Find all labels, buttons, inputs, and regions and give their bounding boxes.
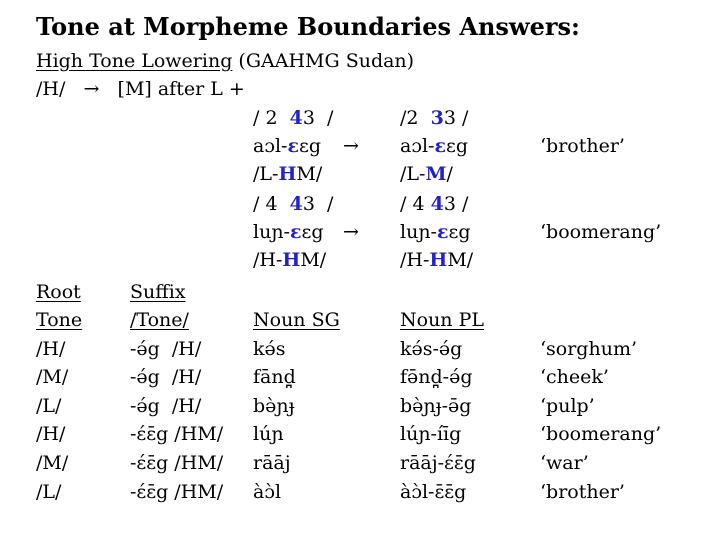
ex1-left-tone-pattern bbox=[253, 107, 333, 130]
col-header-root: Root bbox=[36, 281, 81, 303]
suffix-cell: -ə́g /H/ bbox=[130, 395, 202, 417]
text-segment: M/ bbox=[300, 249, 327, 271]
root-tone-cell: /M/ bbox=[36, 452, 69, 474]
noun-sg-cell: rāāj bbox=[253, 452, 291, 474]
highlighted-tone-segment: ɛ bbox=[436, 221, 449, 243]
highlighted-tone-segment: 4 bbox=[430, 193, 444, 215]
highlighted-tone-segment: H bbox=[429, 249, 448, 271]
gloss-cell: ‘cheek’ bbox=[540, 366, 609, 388]
root-tone-cell: /M/ bbox=[36, 366, 69, 388]
ex1-arrow: → bbox=[343, 135, 359, 157]
ex1-left-form bbox=[253, 135, 321, 158]
text-segment: M/ bbox=[296, 163, 323, 185]
gloss-cell: ‘boomerang’ bbox=[540, 423, 662, 445]
text-segment: M/ bbox=[447, 249, 474, 271]
noun-pl-cell: fə̄nd̪-ə́g bbox=[400, 366, 473, 388]
text-segment: ɛg bbox=[301, 221, 324, 243]
noun-sg-cell: bə̀ɲɟ bbox=[253, 395, 295, 417]
table-row bbox=[0, 395, 720, 421]
ex1-gloss: ‘brother’ bbox=[540, 135, 625, 157]
col-header-suffix-tone: /Tone/ bbox=[130, 309, 189, 331]
gloss-cell: ‘brother’ bbox=[540, 481, 625, 503]
ex1-right-form bbox=[400, 135, 468, 158]
ex2-left-underlying bbox=[253, 249, 326, 272]
table-row bbox=[0, 338, 720, 364]
ex2-left-tone-pattern bbox=[253, 193, 333, 216]
root-tone-cell: /L/ bbox=[36, 395, 62, 417]
language-note: (GAAHMG Sudan) bbox=[232, 50, 415, 72]
text-segment: /L- bbox=[400, 163, 426, 185]
ex2-right-underlying bbox=[400, 249, 473, 272]
table-row bbox=[0, 481, 720, 507]
ex1-right-underlying bbox=[400, 163, 453, 186]
highlighted-tone-segment: ɛ bbox=[434, 135, 447, 157]
text-segment: 3 / bbox=[443, 193, 469, 215]
noun-pl-cell: kə́s-ə́g bbox=[400, 338, 463, 360]
text-segment: ɛg bbox=[299, 135, 322, 157]
page-title: Tone at Morpheme Boundaries Answers: bbox=[36, 12, 580, 41]
gloss-cell: ‘war’ bbox=[540, 452, 589, 474]
col-header-noun-sg: Noun SG bbox=[253, 309, 340, 331]
text-segment: / 2 bbox=[253, 107, 290, 129]
highlighted-tone-segment: 4 bbox=[289, 193, 303, 215]
text-segment: /2 bbox=[400, 107, 431, 129]
gloss-cell: ‘pulp’ bbox=[540, 395, 595, 417]
suffix-cell: -ə́g /H/ bbox=[130, 366, 202, 388]
text-segment: 3 / bbox=[302, 193, 334, 215]
text-segment: / 4 bbox=[400, 193, 431, 215]
noun-sg-cell: lúɲ bbox=[253, 423, 284, 445]
text-segment: aɔl- bbox=[253, 135, 288, 157]
noun-pl-cell: lúɲ-íīg bbox=[400, 423, 462, 445]
noun-sg-cell: àɔ̀l bbox=[253, 481, 282, 503]
highlighted-tone-segment: ɛ bbox=[289, 221, 302, 243]
highlighted-tone-segment: 3 bbox=[430, 107, 444, 129]
col-header-suffix: Suffix bbox=[130, 281, 186, 303]
ex2-left-form bbox=[253, 221, 324, 244]
highlighted-tone-segment: 4 bbox=[289, 107, 303, 129]
text-segment: luɲ- bbox=[400, 221, 437, 243]
root-tone-cell: /H/ bbox=[36, 423, 66, 445]
highlighted-tone-segment: H bbox=[282, 249, 301, 271]
suffix-cell: -ɛ́ɛ̄g /HM/ bbox=[130, 423, 224, 445]
text-segment: aɔl- bbox=[400, 135, 435, 157]
highlighted-tone-segment: ɛ bbox=[287, 135, 300, 157]
col-header-noun-pl: Noun PL bbox=[400, 309, 484, 331]
ex1-right-tone-pattern bbox=[400, 107, 468, 130]
noun-sg-cell: kə́s bbox=[253, 338, 286, 360]
text-segment: 3 / bbox=[302, 107, 334, 129]
noun-pl-cell: àɔ̀l-ɛ̄ɛ̄g bbox=[400, 481, 467, 503]
suffix-cell: -ə́g /H/ bbox=[130, 338, 202, 360]
root-tone-cell: /H/ bbox=[36, 338, 66, 360]
rule-name: High Tone Lowering bbox=[36, 50, 233, 72]
text-segment: /L- bbox=[253, 163, 279, 185]
table-row bbox=[0, 423, 720, 449]
text-segment: ɛg bbox=[446, 135, 469, 157]
ex2-gloss: ‘boomerang’ bbox=[540, 221, 662, 243]
text-segment: 3 / bbox=[443, 107, 469, 129]
root-tone-cell: /L/ bbox=[36, 481, 62, 503]
subtitle bbox=[36, 50, 414, 73]
text-segment: /H- bbox=[400, 249, 430, 271]
ex2-right-form bbox=[400, 221, 471, 244]
ex2-right-tone-pattern bbox=[400, 193, 468, 216]
table-row bbox=[0, 452, 720, 478]
text-segment: /H- bbox=[253, 249, 283, 271]
noun-pl-cell: rāāj-ɛ́ɛ̄g bbox=[400, 452, 476, 474]
ex2-arrow: → bbox=[343, 221, 359, 243]
suffix-cell: -ɛ́ɛ̄g /HM/ bbox=[130, 452, 224, 474]
table-row bbox=[0, 366, 720, 392]
highlighted-tone-segment: H bbox=[278, 163, 297, 185]
col-header-tone: Tone bbox=[36, 309, 83, 331]
text-segment: / 4 bbox=[253, 193, 290, 215]
noun-sg-cell: fānd̪ bbox=[253, 366, 296, 388]
rule-statement: /H/ → [M] after L + bbox=[36, 78, 245, 100]
gloss-cell: ‘sorghum’ bbox=[540, 338, 638, 360]
suffix-cell: -ɛ́ɛ̄g /HM/ bbox=[130, 481, 224, 503]
noun-pl-cell: bə̀ɲɟ-ə̄g bbox=[400, 395, 472, 417]
highlighted-tone-segment: M bbox=[425, 163, 447, 185]
text-segment: ɛg bbox=[448, 221, 471, 243]
text-segment: luɲ- bbox=[253, 221, 290, 243]
text-segment: / bbox=[446, 163, 453, 185]
ex1-left-underlying bbox=[253, 163, 322, 186]
